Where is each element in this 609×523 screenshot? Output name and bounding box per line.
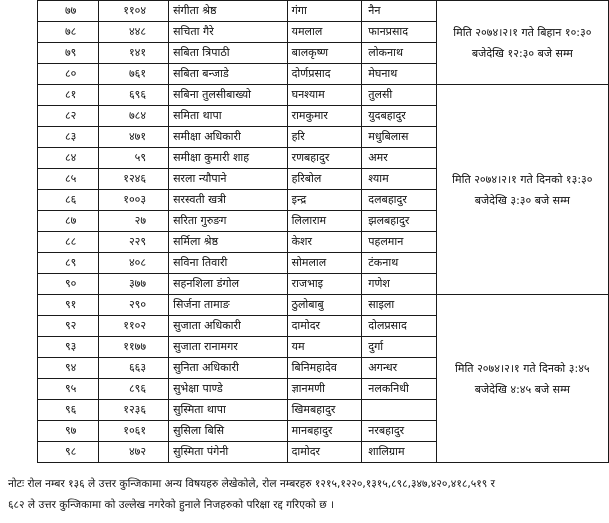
father-name-cell: ज्ञानमणी — [287, 379, 362, 400]
student-name-cell: सबिता त्रिपाठी — [169, 43, 287, 64]
schedule-time-line: बजेदेखि ३:३० बजे सम्म — [474, 193, 570, 207]
schedule-date-line: मिति २०७४।२।१ गते दिनको १३:३० — [452, 172, 593, 186]
serial-number-cell: ९६ — [38, 400, 99, 421]
roll-number-cell: ५९ — [99, 148, 169, 169]
roll-number-cell: ११०४ — [99, 1, 169, 22]
student-name-cell: सचिता गैरे — [169, 22, 287, 43]
grandfather-name-cell: पहलमान — [362, 232, 436, 253]
father-name-cell: यमलाल — [287, 22, 362, 43]
serial-number-cell: ८९ — [38, 253, 99, 274]
roll-number-cell: ६९६ — [99, 85, 169, 106]
table-row — [38, 85, 609, 106]
grandfather-name-cell: नरबहादुर — [362, 421, 436, 442]
father-name-cell: दामोदर — [287, 316, 362, 337]
roll-number-cell: ४०८ — [99, 253, 169, 274]
table-row — [38, 295, 609, 316]
grandfather-name-cell: युदबहादुर — [362, 106, 436, 127]
father-name-cell: हरिबोल — [287, 169, 362, 190]
footnote-line-2: ६८२ ले उत्तर कुन्जिकामा को उल्लेख नगरेको हुनाले निजहरुको परिक्षा रद्द गरिएको छ । — [8, 499, 335, 511]
student-name-cell: सिर्जना तामाङ — [169, 295, 287, 316]
student-name-cell: समीक्षा कुमारी शाह — [169, 148, 287, 169]
grandfather-name-cell: फानप्रसाद — [362, 22, 436, 43]
roll-number-cell: ४४८ — [99, 22, 169, 43]
roll-number-cell: ४७२ — [99, 442, 169, 463]
serial-number-cell: ८४ — [38, 148, 99, 169]
grandfather-name-cell: अमर — [362, 148, 436, 169]
grandfather-name-cell: लोकनाथ — [362, 43, 436, 64]
roll-number-cell: २२९ — [99, 232, 169, 253]
exam-schedule-cell — [436, 85, 608, 295]
serial-number-cell: ८५ — [38, 169, 99, 190]
serial-number-cell: ९५ — [38, 379, 99, 400]
grandfather-name-cell: साइला — [362, 295, 436, 316]
grandfather-name-cell: गणेश — [362, 274, 436, 295]
results-table — [37, 0, 609, 463]
roll-number-cell: १२३६ — [99, 400, 169, 421]
schedule-date-line: मिति २०७४।२।१ गते दिनको ३:४५ — [455, 361, 590, 375]
father-name-cell: सोमलाल — [287, 253, 362, 274]
serial-number-cell: ७९ — [38, 43, 99, 64]
roll-number-cell: ११०२ — [99, 316, 169, 337]
serial-number-cell: ८१ — [38, 85, 99, 106]
student-name-cell: सरिता गुरुङग — [169, 211, 287, 232]
father-name-cell: लिलाराम — [287, 211, 362, 232]
roll-number-cell: ७६१ — [99, 64, 169, 85]
father-name-cell: बिनिमहादेव — [287, 358, 362, 379]
grandfather-name-cell: मेघनाथ — [362, 64, 436, 85]
roll-number-cell: १२४६ — [99, 169, 169, 190]
roll-number-cell: ७८४ — [99, 106, 169, 127]
student-name-cell: सुस्मिता पंगेनी — [169, 442, 287, 463]
serial-number-cell: ८३ — [38, 127, 99, 148]
roll-number-cell: १०६१ — [99, 421, 169, 442]
roll-number-cell: ६६३ — [99, 358, 169, 379]
schedule-time-line: बजेदेखि १२:३० बजे सम्म — [471, 46, 573, 60]
serial-number-cell: ८२ — [38, 106, 99, 127]
student-name-cell: सर्मिला श्रेष्ठ — [169, 232, 287, 253]
student-name-cell: सुजाता रानामगर — [169, 337, 287, 358]
grandfather-name-cell: तुलसी — [362, 85, 436, 106]
serial-number-cell: ८० — [38, 64, 99, 85]
grandfather-name-cell: नैन — [362, 1, 436, 22]
father-name-cell: घनश्याम — [287, 85, 362, 106]
exam-schedule-cell — [436, 295, 608, 463]
student-name-cell: सरस्वती खत्री — [169, 190, 287, 211]
student-name-cell: सविना तिवारी — [169, 253, 287, 274]
roll-number-cell: ४७१ — [99, 127, 169, 148]
father-name-cell: केशर — [287, 232, 362, 253]
father-name-cell: रामकुमार — [287, 106, 362, 127]
father-name-cell: रणबहादुर — [287, 148, 362, 169]
grandfather-name-cell: झलबहादुर — [362, 211, 436, 232]
father-name-cell: बालकृष्ण — [287, 43, 362, 64]
grandfather-name-cell — [362, 400, 436, 421]
serial-number-cell: ८७ — [38, 211, 99, 232]
table-row — [38, 1, 609, 22]
grandfather-name-cell: दुर्गा — [362, 337, 436, 358]
serial-number-cell: ९३ — [38, 337, 99, 358]
serial-number-cell: ९१ — [38, 295, 99, 316]
grandfather-name-cell: श्याम — [362, 169, 436, 190]
student-name-cell: संगीता श्रेष्ठ — [169, 1, 287, 22]
roll-number-cell: २७ — [99, 211, 169, 232]
student-name-cell: समिता थापा — [169, 106, 287, 127]
father-name-cell: मानबहादुर — [287, 421, 362, 442]
serial-number-cell: ८६ — [38, 190, 99, 211]
serial-number-cell: ९० — [38, 274, 99, 295]
student-name-cell: समीक्षा अधिकारी — [169, 127, 287, 148]
student-name-cell: सुभेक्षा पाण्डे — [169, 379, 287, 400]
serial-number-cell: ७७ — [38, 1, 99, 22]
roll-number-cell: १००३ — [99, 190, 169, 211]
student-name-cell: सबिता बन्जाडे — [169, 64, 287, 85]
roll-number-cell: १४१ — [99, 43, 169, 64]
father-name-cell: यम — [287, 337, 362, 358]
father-name-cell: ठुलोबाबु — [287, 295, 362, 316]
roll-number-cell: ११७७ — [99, 337, 169, 358]
grandfather-name-cell: नलकनिधी — [362, 379, 436, 400]
student-name-cell: सहनशिला डंगोल — [169, 274, 287, 295]
roll-number-cell: ८९६ — [99, 379, 169, 400]
exam-schedule-cell — [436, 1, 608, 85]
student-name-cell: सुजाता अधिकारी — [169, 316, 287, 337]
serial-number-cell: ९२ — [38, 316, 99, 337]
serial-number-cell: ७८ — [38, 22, 99, 43]
student-name-cell: सरला न्यौपाने — [169, 169, 287, 190]
father-name-cell: राजभाइ — [287, 274, 362, 295]
schedule-time-line: बजेदेखि ४:४५ बजे सम्म — [474, 382, 570, 396]
father-name-cell: खिमबहादुर — [287, 400, 362, 421]
student-name-cell: सुसिला बिसि — [169, 421, 287, 442]
grandfather-name-cell: शालिग्राम — [362, 442, 436, 463]
footnote-line-1: नोटः रोल नम्बर १३६ ले उत्तर कुन्जिकामा अन्य विषयहरु लेखेकोले, रोल नम्बरहरु १२१५,१२२०,१३१५,८९८,३४७,४२०,४१८,५१९ र — [8, 478, 495, 490]
grandfather-name-cell: टंकनाथ — [362, 253, 436, 274]
grandfather-name-cell: दलबहादुर — [362, 190, 436, 211]
father-name-cell: हरि — [287, 127, 362, 148]
father-name-cell: गंगा — [287, 1, 362, 22]
roll-number-cell: ३७७ — [99, 274, 169, 295]
roll-number-cell: २९० — [99, 295, 169, 316]
father-name-cell: दामोदर — [287, 442, 362, 463]
serial-number-cell: ९८ — [38, 442, 99, 463]
serial-number-cell: ९७ — [38, 421, 99, 442]
father-name-cell: दोर्णप्रसाद — [287, 64, 362, 85]
grandfather-name-cell: अगन्धर — [362, 358, 436, 379]
student-name-cell: सबिना तुलसीबाख्यो — [169, 85, 287, 106]
grandfather-name-cell: दोलप्रसाद — [362, 316, 436, 337]
schedule-date-line: मिति २०७४।२।१ गते बिहान १०:३० — [453, 25, 592, 39]
grandfather-name-cell: मधुबिलास — [362, 127, 436, 148]
student-name-cell: सुस्मिता थापा — [169, 400, 287, 421]
student-name-cell: सुनिता अधिकारी — [169, 358, 287, 379]
father-name-cell: इन्द्र — [287, 190, 362, 211]
serial-number-cell: ९४ — [38, 358, 99, 379]
serial-number-cell: ८८ — [38, 232, 99, 253]
footnote — [8, 474, 604, 516]
